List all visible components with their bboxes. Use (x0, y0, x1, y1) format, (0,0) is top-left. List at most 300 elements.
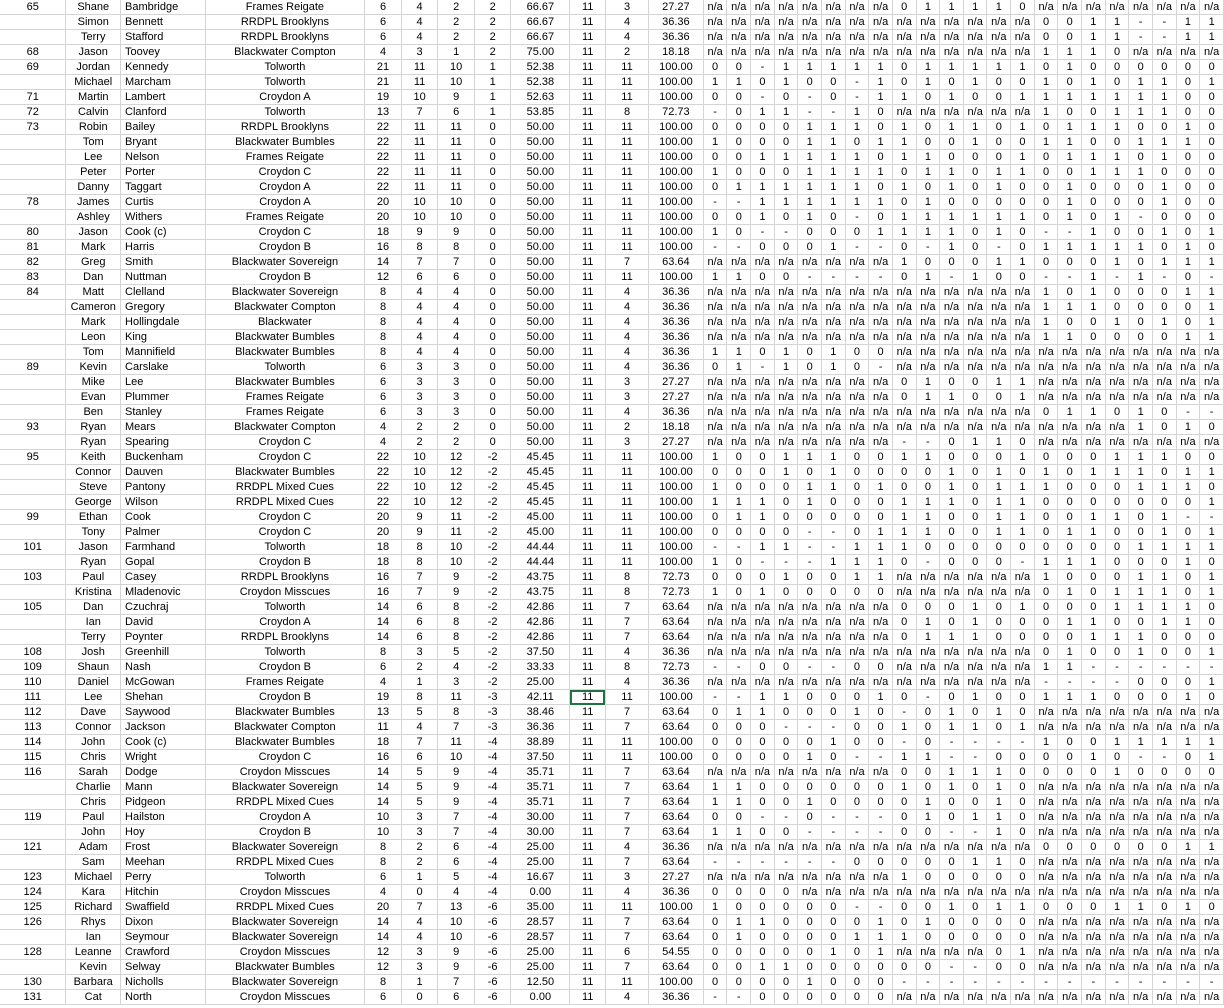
frame-result-cell[interactable]: 1 (822, 360, 846, 375)
frame-result-cell[interactable]: 1 (940, 240, 964, 255)
frame-result-cell[interactable]: 0 (727, 900, 751, 915)
frame-result-cell[interactable]: 0 (1011, 825, 1035, 840)
frame-result-cell[interactable]: n/a (1082, 930, 1106, 945)
first-name-cell[interactable]: Michael (66, 870, 121, 885)
frame-result-cell[interactable]: n/a (845, 840, 869, 855)
position-cell[interactable]: 108 (0, 645, 66, 660)
team-cell[interactable]: Blackwater (205, 315, 365, 330)
position-cell[interactable] (0, 135, 66, 150)
won-cell[interactable]: 6 (401, 750, 438, 765)
first-name-cell[interactable]: Mike (66, 375, 121, 390)
frame-result-cell[interactable]: n/a (727, 630, 751, 645)
frame-result-cell[interactable]: 0 (703, 570, 727, 585)
played-cell[interactable]: 14 (365, 600, 402, 615)
frame-result-cell[interactable]: 0 (1105, 690, 1129, 705)
attendance-percent-cell[interactable]: 63.64 (649, 825, 704, 840)
position-cell[interactable]: 109 (0, 660, 66, 675)
frame-result-cell[interactable]: n/a (703, 15, 727, 30)
frame-result-cell[interactable]: n/a (1011, 405, 1035, 420)
frame-result-cell[interactable]: 0 (845, 225, 869, 240)
frame-result-cell[interactable]: 1 (703, 75, 727, 90)
position-cell[interactable]: 84 (0, 285, 66, 300)
frame-result-cell[interactable]: 1 (774, 540, 798, 555)
frame-result-cell[interactable]: n/a (703, 840, 727, 855)
frame-result-cell[interactable]: 0 (1011, 930, 1035, 945)
difference-cell[interactable]: -6 (474, 915, 510, 930)
frame-result-cell[interactable]: 1 (1152, 570, 1176, 585)
weeks-total-cell[interactable]: 11 (570, 840, 606, 855)
won-cell[interactable]: 5 (401, 705, 438, 720)
frame-result-cell[interactable]: n/a (798, 765, 822, 780)
last-name-cell[interactable]: Dauven (121, 465, 206, 480)
frame-result-cell[interactable]: n/a (1082, 945, 1106, 960)
team-cell[interactable]: Tolworth (205, 360, 365, 375)
frame-result-cell[interactable]: 1 (774, 360, 798, 375)
attendance-percent-cell[interactable]: 18.18 (649, 420, 704, 435)
frame-result-cell[interactable]: 0 (892, 900, 916, 915)
difference-cell[interactable]: -2 (474, 630, 510, 645)
matches-cell[interactable]: 4 (605, 645, 648, 660)
frame-result-cell[interactable]: 0 (727, 720, 751, 735)
frame-result-cell[interactable]: 1 (1082, 555, 1106, 570)
frame-result-cell[interactable]: 0 (963, 555, 987, 570)
weeks-total-cell[interactable]: 11 (570, 165, 606, 180)
frame-result-cell[interactable]: n/a (1011, 645, 1035, 660)
frame-result-cell[interactable]: 0 (869, 990, 893, 1005)
frame-result-cell[interactable]: 0 (751, 165, 775, 180)
frame-result-cell[interactable]: 1 (963, 855, 987, 870)
frame-result-cell[interactable]: n/a (1176, 780, 1200, 795)
frame-result-cell[interactable]: 0 (869, 495, 893, 510)
frame-result-cell[interactable]: n/a (774, 615, 798, 630)
first-name-cell[interactable]: Sam (66, 855, 121, 870)
frame-result-cell[interactable]: 1 (703, 900, 727, 915)
attendance-percent-cell[interactable]: 63.64 (649, 720, 704, 735)
frame-result-cell[interactable]: n/a (940, 105, 964, 120)
frame-result-cell[interactable]: n/a (1011, 420, 1035, 435)
lost-cell[interactable]: 2 (438, 0, 475, 15)
frame-result-cell[interactable]: 1 (869, 690, 893, 705)
frame-result-cell[interactable]: - (963, 735, 987, 750)
played-cell[interactable]: 14 (365, 615, 402, 630)
frame-result-cell[interactable]: 1 (892, 225, 916, 240)
difference-cell[interactable]: 0 (474, 195, 510, 210)
frame-result-cell[interactable]: 0 (1082, 765, 1106, 780)
frame-result-cell[interactable]: 0 (916, 960, 940, 975)
difference-cell[interactable]: -2 (474, 540, 510, 555)
lost-cell[interactable]: 9 (438, 795, 475, 810)
frame-result-cell[interactable]: 1 (1034, 735, 1058, 750)
frame-result-cell[interactable]: 0 (1058, 450, 1082, 465)
frame-result-cell[interactable]: 1 (1105, 315, 1129, 330)
lost-cell[interactable]: 3 (438, 390, 475, 405)
frame-result-cell[interactable]: n/a (1058, 705, 1082, 720)
frame-result-cell[interactable]: 0 (1011, 225, 1035, 240)
frame-result-cell[interactable]: 0 (1034, 30, 1058, 45)
frame-result-cell[interactable]: 0 (1058, 510, 1082, 525)
matches-cell[interactable]: 11 (605, 750, 648, 765)
won-cell[interactable]: 3 (401, 360, 438, 375)
lost-cell[interactable]: 2 (438, 420, 475, 435)
frame-result-cell[interactable]: n/a (845, 285, 869, 300)
team-cell[interactable]: RRDPL Brooklyns (205, 570, 365, 585)
lost-cell[interactable]: 10 (438, 915, 475, 930)
frame-result-cell[interactable]: 0 (774, 165, 798, 180)
lost-cell[interactable]: 7 (438, 255, 475, 270)
frame-result-cell[interactable]: 1 (798, 135, 822, 150)
last-name-cell[interactable]: Marcham (121, 75, 206, 90)
difference-cell[interactable]: 0 (474, 120, 510, 135)
matches-cell[interactable]: 11 (605, 975, 648, 990)
frame-result-cell[interactable]: 1 (1152, 615, 1176, 630)
frame-result-cell[interactable]: n/a (1200, 375, 1224, 390)
frame-result-cell[interactable]: 1 (987, 480, 1011, 495)
last-name-cell[interactable]: Pidgeon (121, 795, 206, 810)
played-cell[interactable]: 16 (365, 585, 402, 600)
frame-result-cell[interactable]: n/a (798, 315, 822, 330)
frame-result-cell[interactable]: 1 (940, 480, 964, 495)
frame-result-cell[interactable]: 1 (1152, 255, 1176, 270)
frame-result-cell[interactable]: 0 (1034, 150, 1058, 165)
frame-result-cell[interactable]: 0 (845, 915, 869, 930)
frame-result-cell[interactable]: n/a (845, 255, 869, 270)
lost-cell[interactable]: 8 (438, 240, 475, 255)
frame-result-cell[interactable]: n/a (963, 285, 987, 300)
frame-result-cell[interactable]: 0 (869, 345, 893, 360)
matches-cell[interactable]: 11 (605, 450, 648, 465)
frame-result-cell[interactable]: 0 (987, 720, 1011, 735)
frame-result-cell[interactable]: 0 (751, 480, 775, 495)
frame-result-cell[interactable]: n/a (1058, 420, 1082, 435)
frame-result-cell[interactable]: 1 (703, 825, 727, 840)
frame-result-cell[interactable]: n/a (987, 315, 1011, 330)
win-percent-cell[interactable]: 43.75 (511, 585, 570, 600)
last-name-cell[interactable]: Withers (121, 210, 206, 225)
position-cell[interactable]: 112 (0, 705, 66, 720)
matches-cell[interactable]: 11 (605, 210, 648, 225)
frame-result-cell[interactable]: 0 (869, 720, 893, 735)
difference-cell[interactable]: -4 (474, 825, 510, 840)
frame-result-cell[interactable]: 0 (822, 495, 846, 510)
frame-result-cell[interactable]: 1 (1176, 420, 1200, 435)
frame-result-cell[interactable]: - (1129, 975, 1153, 990)
frame-result-cell[interactable]: 1 (845, 930, 869, 945)
frame-result-cell[interactable]: - (751, 855, 775, 870)
frame-result-cell[interactable]: n/a (1105, 780, 1129, 795)
won-cell[interactable]: 3 (401, 825, 438, 840)
frame-result-cell[interactable]: - (916, 555, 940, 570)
frame-result-cell[interactable]: 1 (987, 795, 1011, 810)
frame-result-cell[interactable]: 0 (703, 360, 727, 375)
frame-result-cell[interactable]: 0 (987, 270, 1011, 285)
frame-result-cell[interactable]: n/a (1152, 855, 1176, 870)
frame-result-cell[interactable]: 0 (774, 915, 798, 930)
frame-result-cell[interactable]: 0 (1152, 495, 1176, 510)
frame-result-cell[interactable]: 0 (1058, 735, 1082, 750)
frame-result-cell[interactable]: 1 (727, 915, 751, 930)
frame-result-cell[interactable]: 0 (963, 465, 987, 480)
frame-result-cell[interactable]: n/a (940, 585, 964, 600)
matches-cell[interactable]: 8 (605, 660, 648, 675)
first-name-cell[interactable]: Paul (66, 810, 121, 825)
frame-result-cell[interactable]: n/a (869, 645, 893, 660)
last-name-cell[interactable]: Gregory (121, 300, 206, 315)
frame-result-cell[interactable]: n/a (1034, 855, 1058, 870)
frame-result-cell[interactable]: 1 (1105, 120, 1129, 135)
frame-result-cell[interactable]: n/a (1176, 945, 1200, 960)
frame-result-cell[interactable]: 0 (987, 450, 1011, 465)
frame-result-cell[interactable]: - (1011, 975, 1035, 990)
frame-result-cell[interactable]: n/a (1082, 855, 1106, 870)
frame-result-cell[interactable]: n/a (1105, 420, 1129, 435)
frame-result-cell[interactable]: n/a (1105, 960, 1129, 975)
frame-result-cell[interactable]: n/a (1129, 780, 1153, 795)
frame-result-cell[interactable]: n/a (703, 45, 727, 60)
frame-result-cell[interactable]: n/a (1034, 795, 1058, 810)
frame-result-cell[interactable]: - (1082, 660, 1106, 675)
difference-cell[interactable]: -4 (474, 855, 510, 870)
frame-result-cell[interactable]: 1 (774, 465, 798, 480)
played-cell[interactable]: 13 (365, 105, 402, 120)
frame-result-cell[interactable]: n/a (1058, 945, 1082, 960)
frame-result-cell[interactable]: 0 (987, 195, 1011, 210)
frame-result-cell[interactable]: - (1034, 225, 1058, 240)
frame-result-cell[interactable]: 1 (1034, 285, 1058, 300)
frame-result-cell[interactable]: n/a (822, 300, 846, 315)
team-cell[interactable]: RRDPL Brooklyns (205, 30, 365, 45)
frame-result-cell[interactable]: 1 (822, 450, 846, 465)
team-cell[interactable]: Blackwater Bumbles (205, 735, 365, 750)
weeks-total-cell[interactable]: 11 (570, 510, 606, 525)
frame-result-cell[interactable]: n/a (916, 990, 940, 1005)
frame-result-cell[interactable]: n/a (1011, 885, 1035, 900)
frame-result-cell[interactable]: 0 (1011, 195, 1035, 210)
frame-result-cell[interactable]: 1 (1011, 120, 1035, 135)
played-cell[interactable]: 4 (365, 885, 402, 900)
matches-cell[interactable]: 7 (605, 825, 648, 840)
frame-result-cell[interactable]: 1 (916, 150, 940, 165)
frame-result-cell[interactable]: 1 (1058, 660, 1082, 675)
team-cell[interactable]: Croydon Misscues (205, 990, 365, 1005)
first-name-cell[interactable]: Mark (66, 315, 121, 330)
frame-result-cell[interactable]: n/a (1152, 45, 1176, 60)
frame-result-cell[interactable]: 1 (1200, 465, 1224, 480)
frame-result-cell[interactable]: 0 (1152, 900, 1176, 915)
frame-result-cell[interactable]: 0 (987, 690, 1011, 705)
frame-result-cell[interactable]: n/a (1058, 360, 1082, 375)
frame-result-cell[interactable]: 0 (940, 795, 964, 810)
last-name-cell[interactable]: Dixon (121, 915, 206, 930)
frame-result-cell[interactable]: 0 (1129, 690, 1153, 705)
frame-result-cell[interactable]: n/a (1105, 990, 1129, 1005)
weeks-total-cell[interactable]: 11 (570, 900, 606, 915)
frame-result-cell[interactable]: 1 (1011, 255, 1035, 270)
frame-result-cell[interactable]: 1 (845, 60, 869, 75)
frame-result-cell[interactable]: n/a (1082, 810, 1106, 825)
weeks-total-cell[interactable]: 11 (570, 765, 606, 780)
frame-result-cell[interactable]: 1 (1129, 600, 1153, 615)
attendance-percent-cell[interactable]: 36.36 (649, 840, 704, 855)
lost-cell[interactable]: 11 (438, 735, 475, 750)
frame-result-cell[interactable]: n/a (940, 990, 964, 1005)
frame-result-cell[interactable]: 0 (940, 525, 964, 540)
won-cell[interactable]: 4 (401, 915, 438, 930)
frame-result-cell[interactable]: 0 (774, 660, 798, 675)
attendance-percent-cell[interactable]: 100.00 (649, 555, 704, 570)
frame-result-cell[interactable]: 1 (892, 720, 916, 735)
frame-result-cell[interactable]: 0 (940, 855, 964, 870)
frame-result-cell[interactable]: 0 (822, 915, 846, 930)
team-cell[interactable]: Croydon Misscues (205, 885, 365, 900)
frame-result-cell[interactable]: 1 (1105, 90, 1129, 105)
frame-result-cell[interactable]: n/a (774, 30, 798, 45)
difference-cell[interactable]: -4 (474, 870, 510, 885)
attendance-percent-cell[interactable]: 36.36 (649, 990, 704, 1005)
frame-result-cell[interactable]: 0 (1152, 645, 1176, 660)
frame-result-cell[interactable]: 1 (727, 510, 751, 525)
frame-result-cell[interactable]: 0 (751, 345, 775, 360)
position-cell[interactable]: 131 (0, 990, 66, 1005)
frame-result-cell[interactable]: 0 (1034, 180, 1058, 195)
frame-result-cell[interactable]: 0 (1058, 750, 1082, 765)
frame-result-cell[interactable]: 0 (1200, 630, 1224, 645)
frame-result-cell[interactable]: 1 (963, 810, 987, 825)
win-percent-cell[interactable]: 44.44 (511, 555, 570, 570)
frame-result-cell[interactable]: 1 (845, 150, 869, 165)
frame-result-cell[interactable]: 1 (1152, 480, 1176, 495)
frame-result-cell[interactable]: 0 (798, 570, 822, 585)
position-cell[interactable] (0, 465, 66, 480)
frame-result-cell[interactable]: n/a (916, 15, 940, 30)
frame-result-cell[interactable]: n/a (703, 405, 727, 420)
frame-result-cell[interactable]: 1 (1011, 90, 1035, 105)
attendance-percent-cell[interactable]: 36.36 (649, 360, 704, 375)
frame-result-cell[interactable]: n/a (703, 285, 727, 300)
win-percent-cell[interactable]: 50.00 (511, 240, 570, 255)
frame-result-cell[interactable]: 0 (916, 255, 940, 270)
frame-result-cell[interactable]: n/a (916, 840, 940, 855)
frame-result-cell[interactable]: n/a (1011, 15, 1035, 30)
frame-result-cell[interactable]: n/a (916, 45, 940, 60)
frame-result-cell[interactable]: n/a (1082, 885, 1106, 900)
won-cell[interactable]: 4 (401, 345, 438, 360)
frame-result-cell[interactable]: 1 (987, 435, 1011, 450)
frame-result-cell[interactable]: 0 (845, 780, 869, 795)
frame-result-cell[interactable]: 0 (1176, 525, 1200, 540)
frame-result-cell[interactable]: 0 (1200, 240, 1224, 255)
difference-cell[interactable]: 0 (474, 375, 510, 390)
frame-result-cell[interactable]: n/a (987, 45, 1011, 60)
frame-result-cell[interactable]: n/a (916, 885, 940, 900)
frame-result-cell[interactable]: 1 (798, 495, 822, 510)
frame-result-cell[interactable]: 1 (703, 780, 727, 795)
won-cell[interactable]: 11 (401, 180, 438, 195)
frame-result-cell[interactable]: 1 (751, 180, 775, 195)
frame-result-cell[interactable]: 1 (1082, 285, 1106, 300)
frame-result-cell[interactable]: 0 (774, 525, 798, 540)
matches-cell[interactable]: 4 (605, 30, 648, 45)
matches-cell[interactable]: 11 (605, 165, 648, 180)
won-cell[interactable]: 3 (401, 405, 438, 420)
frame-result-cell[interactable]: 1 (916, 525, 940, 540)
first-name-cell[interactable]: John (66, 825, 121, 840)
team-cell[interactable]: Croydon A (205, 615, 365, 630)
position-cell[interactable] (0, 795, 66, 810)
attendance-percent-cell[interactable]: 36.36 (649, 405, 704, 420)
position-cell[interactable] (0, 405, 66, 420)
frame-result-cell[interactable]: 0 (822, 585, 846, 600)
frame-result-cell[interactable]: n/a (1082, 825, 1106, 840)
frame-result-cell[interactable]: 0 (963, 225, 987, 240)
frame-result-cell[interactable]: n/a (1200, 825, 1224, 840)
matches-cell[interactable]: 7 (605, 855, 648, 870)
frame-result-cell[interactable]: 0 (963, 930, 987, 945)
matches-cell[interactable]: 7 (605, 630, 648, 645)
frame-result-cell[interactable]: n/a (1129, 930, 1153, 945)
frame-result-cell[interactable]: 1 (1082, 750, 1106, 765)
frame-result-cell[interactable]: 0 (1200, 420, 1224, 435)
frame-result-cell[interactable]: 1 (1152, 195, 1176, 210)
frame-result-cell[interactable]: n/a (1011, 360, 1035, 375)
frame-result-cell[interactable]: 1 (727, 795, 751, 810)
first-name-cell[interactable]: Ian (66, 930, 121, 945)
frame-result-cell[interactable]: n/a (751, 840, 775, 855)
played-cell[interactable]: 6 (365, 30, 402, 45)
frame-result-cell[interactable]: 0 (774, 705, 798, 720)
frame-result-cell[interactable]: - (1200, 405, 1224, 420)
lost-cell[interactable]: 9 (438, 945, 475, 960)
frame-result-cell[interactable]: 1 (940, 705, 964, 720)
played-cell[interactable]: 22 (365, 135, 402, 150)
position-cell[interactable]: 65 (0, 0, 66, 15)
frame-result-cell[interactable]: 0 (892, 810, 916, 825)
win-percent-cell[interactable]: 50.00 (511, 300, 570, 315)
frame-result-cell[interactable]: n/a (1058, 930, 1082, 945)
difference-cell[interactable]: -4 (474, 885, 510, 900)
frame-result-cell[interactable]: n/a (822, 375, 846, 390)
frame-result-cell[interactable]: 0 (798, 705, 822, 720)
frame-result-cell[interactable]: 1 (1200, 570, 1224, 585)
frame-result-cell[interactable]: 0 (1152, 60, 1176, 75)
matches-cell[interactable]: 2 (605, 420, 648, 435)
attendance-percent-cell[interactable]: 72.73 (649, 570, 704, 585)
frame-result-cell[interactable]: n/a (1082, 345, 1106, 360)
frame-result-cell[interactable]: n/a (1129, 390, 1153, 405)
first-name-cell[interactable]: Cat (66, 990, 121, 1005)
frame-result-cell[interactable]: 0 (774, 120, 798, 135)
won-cell[interactable]: 3 (401, 960, 438, 975)
frame-result-cell[interactable]: n/a (1200, 720, 1224, 735)
attendance-percent-cell[interactable]: 36.36 (649, 345, 704, 360)
frame-result-cell[interactable]: n/a (751, 300, 775, 315)
frame-result-cell[interactable]: 1 (1129, 105, 1153, 120)
frame-result-cell[interactable]: 1 (916, 0, 940, 15)
frame-result-cell[interactable]: n/a (727, 390, 751, 405)
frame-result-cell[interactable]: n/a (1011, 45, 1035, 60)
frame-result-cell[interactable]: 1 (1058, 120, 1082, 135)
lost-cell[interactable]: 10 (438, 540, 475, 555)
frame-result-cell[interactable]: 0 (892, 240, 916, 255)
position-cell[interactable]: 121 (0, 840, 66, 855)
frame-result-cell[interactable]: n/a (798, 15, 822, 30)
frame-result-cell[interactable]: 0 (822, 210, 846, 225)
win-percent-cell[interactable]: 28.57 (511, 930, 570, 945)
frame-result-cell[interactable]: n/a (963, 345, 987, 360)
win-percent-cell[interactable]: 50.00 (511, 360, 570, 375)
frame-result-cell[interactable]: 0 (1129, 150, 1153, 165)
first-name-cell[interactable]: Lee (66, 150, 121, 165)
won-cell[interactable]: 11 (401, 120, 438, 135)
